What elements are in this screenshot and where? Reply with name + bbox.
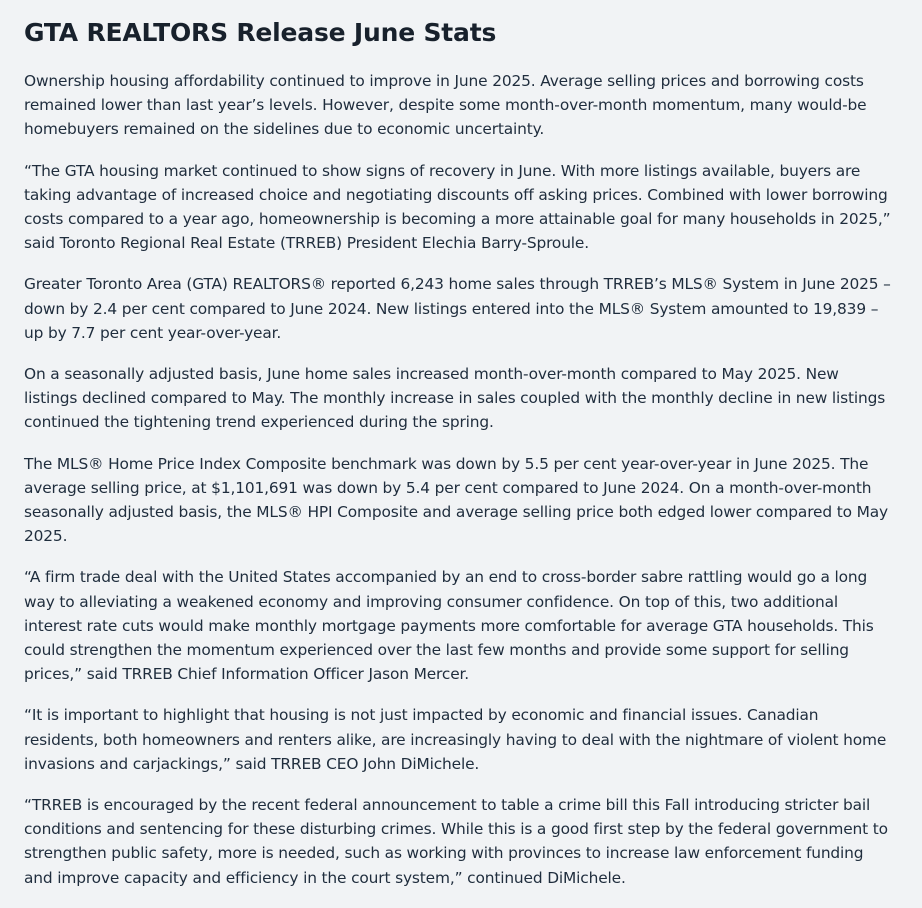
- paragraph-price-index: The MLS® Home Price Index Composite benchmark was down by 5.5 per cent year-over-year in June 2025. The average selling price, at $1,101,691 was down by 5.4 per cent compared to June 2024. On a month-over-month seasonally adjusted basis, the MLS® HPI Composite and average selling price both edged lower compared to May 2025.: [24, 454, 888, 546]
- paragraph-seasonally-adjusted: On a seasonally adjusted basis, June home sales increased month-over-month compared to May 2025. New listings declined compared to May. The monthly increase in sales coupled with the monthly decline in new listings continued the tightening trend experienced during the spring.: [24, 365, 886, 432]
- paragraph-sales-listings: Greater Toronto Area (GTA) REALTORS® reported 6,243 home sales through TRREB’s MLS® System in June 2025 – down by 2.4 per cent compared to June 2024. New listings entered into the MLS® System amounted to 19,839 – up by 7.7 per cent year-over-year.: [24, 275, 891, 342]
- paragraph-affordability: Ownership housing affordability continued to improve in June 2025. Average selling prices and borrowing costs remained lower than last year’s levels. However, despite some month-over-month momentum, many would-be homebuyers remained on the sidelines due to economic uncertainty.: [24, 72, 867, 139]
- paragraph-crime-bill: “TRREB is encouraged by the recent federal announcement to table a crime bill this Fall introducing stricter bail conditions and sentencing for these disturbing crimes. While this is a good first step by the federal government to strengthen public safety, more is needed, such as working with provinces to increase law enforcement funding and improve capacity and efficiency in the court system,” continued DiMichele.: [24, 796, 888, 887]
- paragraph-president-quote: “The GTA housing market continued to show signs of recovery in June. With more listings available, buyers are taking advantage of increased choice and negotiating discounts off asking prices. Combined with lower borrowing costs compared to a year ago, homeownership is becoming a more attainable goal for many households in 2025,” said Toronto Regional Real Estate (TRREB) President Elechia Barry-Sproule.: [24, 161, 891, 253]
- paragraph-cio-quote: “A firm trade deal with the United States accompanied by an end to cross-border sabre rattling would go a long way to alleviating a weakened economy and improving consumer confidence. On top of this, two additional interest rate cuts would make monthly mortgage payments more comfortable for average GTA households. This could strengthen the momentum experienced over the last few months and provide some support for selling prices,” said TRREB Chief Information Officer Jason Mercer.: [24, 568, 874, 684]
- paragraph-ceo-quote: “It is important to highlight that housing is not just impacted by economic and financial issues. Canadian residents, both homeowners and renters alike, are increasingly having to deal with the nightmare of violent home invasions and carjackings,” said TRREB CEO John DiMichele.: [24, 706, 887, 773]
- article-title: GTA REALTORS Release June Stats: [24, 18, 497, 47]
